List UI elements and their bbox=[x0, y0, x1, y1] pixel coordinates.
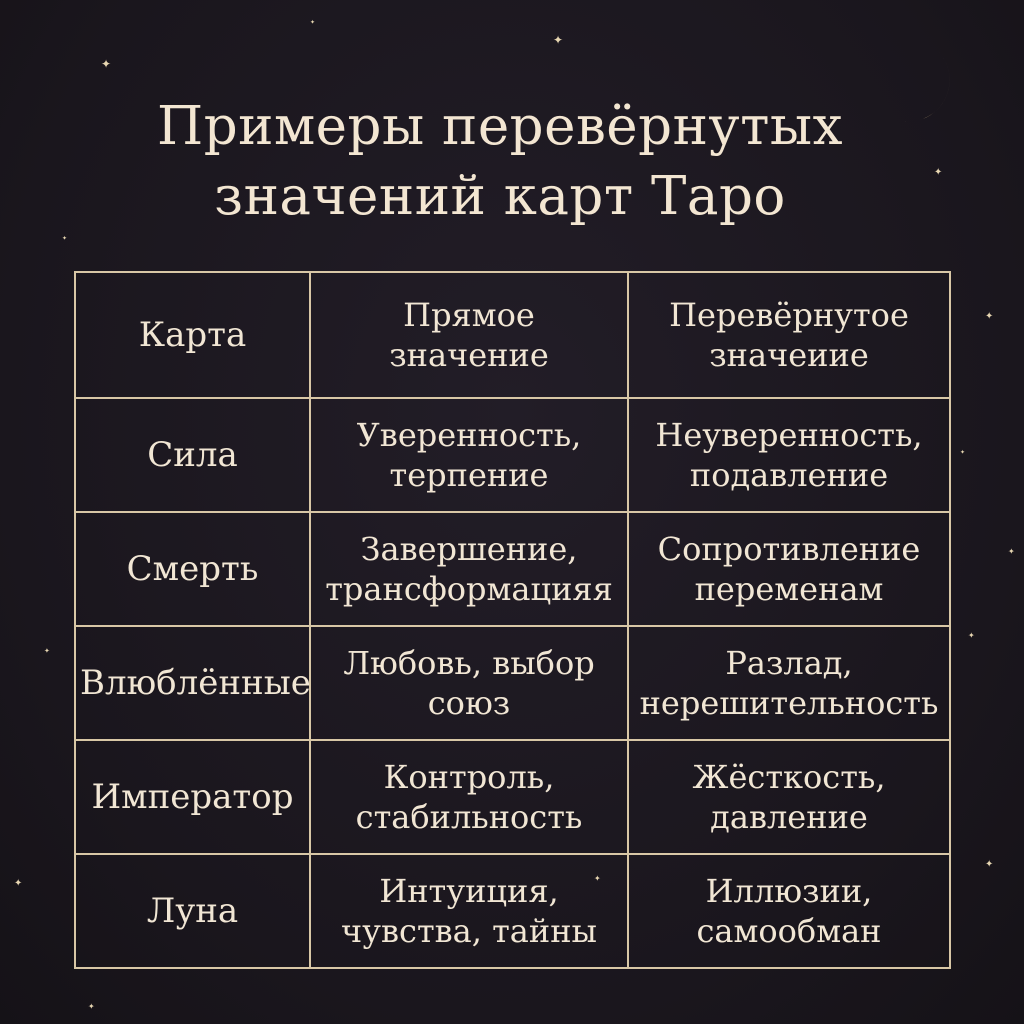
card-name: Сила bbox=[75, 398, 310, 512]
upright-meaning: Уверенность, терпение bbox=[310, 398, 628, 512]
title-line-1: Примеры перевёрнутых bbox=[156, 96, 844, 157]
card-name: Смерть bbox=[75, 512, 310, 626]
card-name: Влюблённые bbox=[75, 626, 310, 740]
sparkle-star-icon: ✦ bbox=[14, 878, 23, 889]
sparkle-star-icon: ✦ bbox=[62, 235, 68, 242]
reversed-meaning: Иллюзии, самообман bbox=[628, 854, 950, 968]
header-card: Карта bbox=[75, 272, 310, 398]
sparkle-star-icon: ✦ bbox=[985, 859, 994, 870]
table-row bbox=[75, 398, 950, 512]
header-reversed: Перевёрнутое значеиие bbox=[628, 272, 950, 398]
sparkle-star-icon: ✦ bbox=[594, 874, 601, 883]
table-row bbox=[75, 512, 950, 626]
reversed-meaning: Сопротивление переменам bbox=[628, 512, 950, 626]
sparkle-star-icon: ✦ bbox=[44, 647, 50, 655]
upright-meaning: Любовь, выбор союз bbox=[310, 626, 628, 740]
sparkle-star-icon: ✦ bbox=[101, 57, 112, 71]
card-name: Луна bbox=[75, 854, 310, 968]
sparkle-star-icon: ✦ bbox=[88, 1002, 95, 1011]
card-name: Император bbox=[75, 740, 310, 854]
sparkle-star-icon: ✦ bbox=[968, 631, 975, 640]
table-row bbox=[75, 626, 950, 740]
title-line-2: значений карт Таро bbox=[214, 166, 786, 227]
upright-meaning: Контроль, стабильность bbox=[310, 740, 628, 854]
table-row bbox=[75, 854, 950, 968]
reversed-meaning: Неуверенность, подавление bbox=[628, 398, 950, 512]
sparkle-star-icon: ✦ bbox=[934, 167, 943, 178]
tarot-meanings-table bbox=[74, 271, 951, 969]
reversed-meaning: Разлад, нерешительность bbox=[628, 626, 950, 740]
sparkle-star-icon: ✦ bbox=[310, 19, 316, 26]
header-upright: Прямое значение bbox=[310, 272, 628, 398]
reversed-meaning: Жёсткость, давление bbox=[628, 740, 950, 854]
sparkle-star-icon: ✦ bbox=[960, 449, 966, 456]
upright-meaning: Интуиция, чувства, тайны bbox=[310, 854, 628, 968]
table-header-row bbox=[75, 272, 950, 398]
upright-meaning: Завершение, трансформацияя bbox=[310, 512, 628, 626]
sparkle-star-icon: ✦ bbox=[985, 311, 994, 322]
table-row bbox=[75, 740, 950, 854]
sparkle-star-icon: ✦ bbox=[553, 33, 564, 47]
sparkle-star-icon: ✦ bbox=[1008, 547, 1015, 556]
page-title bbox=[0, 92, 1000, 232]
